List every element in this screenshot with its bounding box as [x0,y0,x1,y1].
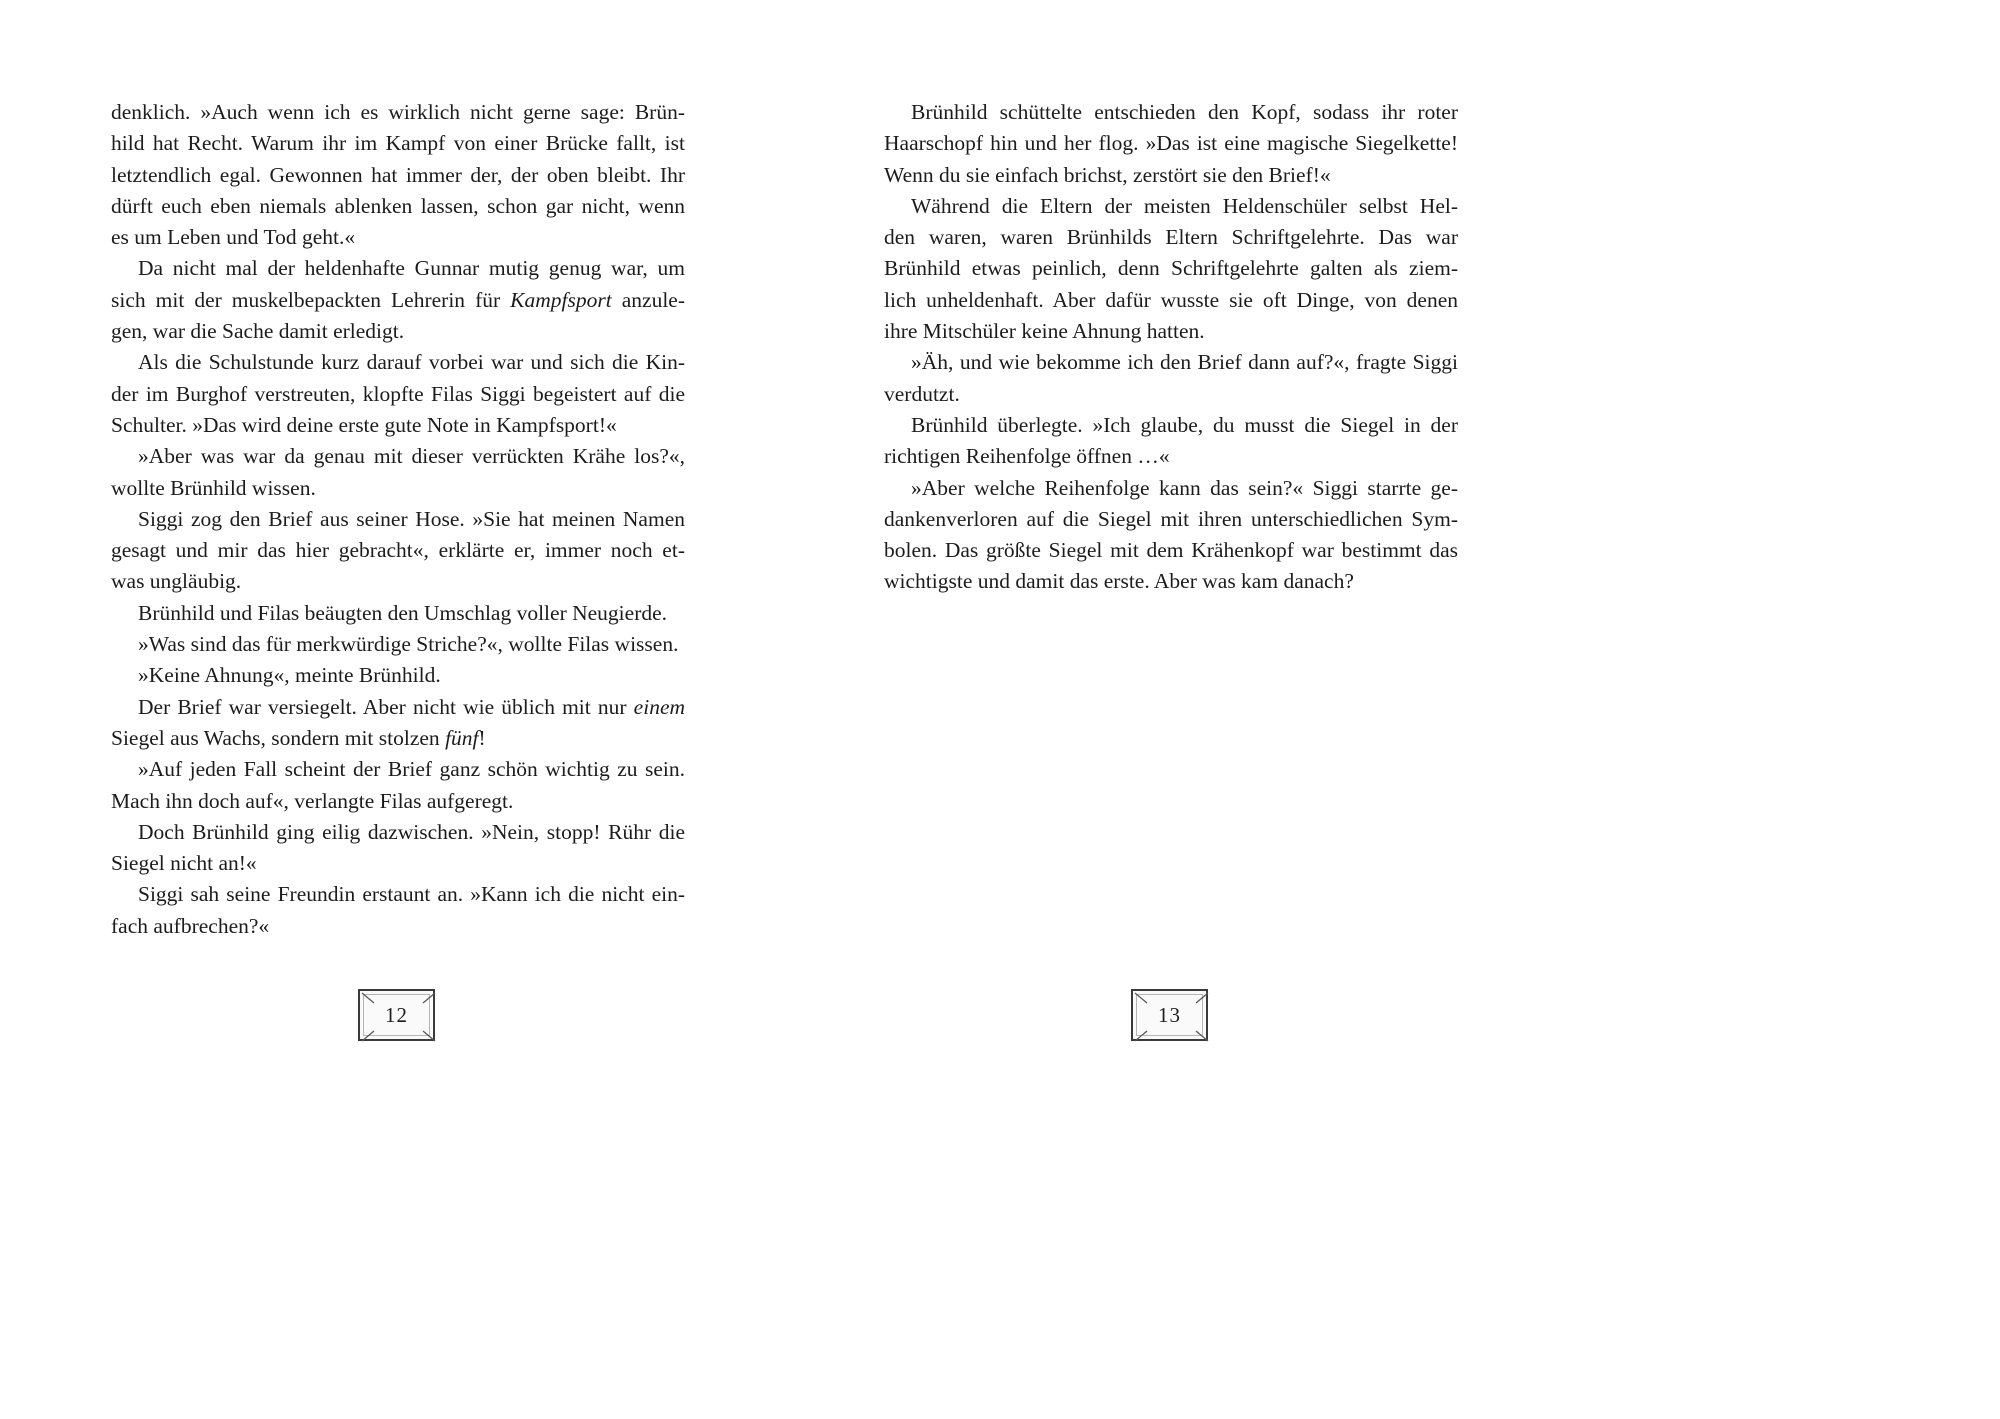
text-segment: anzule- [621,287,686,312]
text-line: denklich. »Auch wenn ich es wirklich nicht gerne sage: Brün- [111,100,685,124]
text-line: Haarschopf hin und her flog. »Das ist eine magische Siegelkette! [884,131,1458,156]
text-line: Siegel nicht an!« [111,851,257,876]
page-number-text: 12 [385,1002,408,1027]
text-line: bolen. Das größte Siegel mit dem Krähenkopf war bestimmt das [884,538,1458,563]
text-segment: Der Brief war versiegelt. Aber nicht wie üblich mit nur [138,694,627,719]
italic-emphasis: fünf [445,725,479,750]
italic-emphasis: einem [633,694,686,719]
text-line: der im Burghof verstreuten, klopfte Filas Siggi begeistert auf die [111,381,685,406]
text-line [111,692,685,723]
text-line: den waren, waren Brünhilds Eltern Schriftgelehrte. Das war [884,225,1458,250]
text-line: Als die Schulstunde kurz darauf vorbei war und sich die Kin- [138,350,685,375]
text-line: Wenn du sie einfach brichst, zerstört sie den Brief!« [884,162,1331,187]
text-line: richtigen Reihenfolge öffnen …« [884,444,1170,469]
text-line: Siggi zog den Brief aus seiner Hose. »Sie hat meinen Namen [138,506,685,531]
text-line: »Aber was war da genau mit dieser verrückten Krähe los?«, [138,444,685,469]
text-line: hild hat Recht. Warum ihr im Kampf von einer Brücke fallt, ist [111,131,685,156]
text-line [111,285,685,316]
text-line: Brünhild schüttelte entschieden den Kopf, sodass ihr roter [911,100,1458,124]
text-line: Brünhild überlegte. »Ich glaube, du musst die Siegel in der [911,412,1458,437]
text-line: wollte Brünhild wissen. [111,475,316,500]
text-line [111,723,685,754]
left-page-text [111,97,685,942]
text-line: »Was sind das für merkwürdige Striche?«, wollte Filas wissen. [138,632,679,657]
text-line: wichtigste und damit das erste. Aber was kam danach? [884,569,1354,594]
text-line: lich unheldenhaft. Aber dafür wusste sie oft Dinge, von denen [884,287,1458,312]
page-number-left [358,989,435,1041]
text-line: fach aufbrechen?« [111,913,270,938]
page-number-text: 13 [1158,1002,1181,1027]
text-segment: sich mit der muskelbepackten Lehrerin für [111,287,501,312]
text-line: gen, war die Sache damit erledigt. [111,319,405,344]
text-line: »Äh, und wie bekomme ich den Brief dann auf?«, fragte Siggi [911,350,1458,375]
text-line: Da nicht mal der heldenhafte Gunnar mutig genug war, um [138,256,685,281]
italic-emphasis: Kampfsport [510,287,612,312]
right-page-text [884,97,1458,598]
text-line: »Keine Ahnung«, meinte Brünhild. [138,663,441,688]
text-line: Doch Brünhild ging eilig dazwischen. »Nein, stopp! Rühr die [138,819,685,844]
text-line: Schulter. »Das wird deine erste gute Note in Kampfsport!« [111,412,617,437]
text-line: dürft euch eben niemals ablenken lassen, schon gar nicht, wenn [111,193,685,218]
text-line: was ungläubig. [111,569,242,594]
text-line: »Auf jeden Fall scheint der Brief ganz schön wichtig zu sein. [138,757,685,782]
text-line: dankenverloren auf die Siegel mit ihren unterschiedlichen Sym- [884,506,1458,531]
text-line: gesagt und mir das hier gebracht«, erklärte er, immer noch et- [111,538,685,563]
text-line: Brünhild und Filas beäugten den Umschlag voller Neugierde. [138,600,668,625]
text-line: ihre Mitschüler keine Ahnung hatten. [884,319,1205,344]
text-segment: Siegel aus Wachs, sondern mit stolzen [111,725,440,750]
text-segment: ! [478,725,486,750]
text-line: letztendlich egal. Gewonnen hat immer der, der oben bleibt. Ihr [111,162,685,187]
text-line: Siggi sah seine Freundin erstaunt an. »Kann ich die nicht ein- [138,882,685,907]
page-number-right [1131,989,1208,1041]
text-line: Während die Eltern der meisten Heldenschüler selbst Hel- [911,193,1458,218]
text-line: »Aber welche Reihenfolge kann das sein?« Siggi starrte ge- [911,475,1458,500]
text-line: es um Leben und Tod geht.« [111,225,356,250]
text-line: verdutzt. [884,381,960,406]
text-line: Brünhild etwas peinlich, denn Schriftgelehrte galten als ziem- [884,256,1458,281]
text-line: Mach ihn doch auf«, verlangte Filas aufgeregt. [111,788,514,813]
